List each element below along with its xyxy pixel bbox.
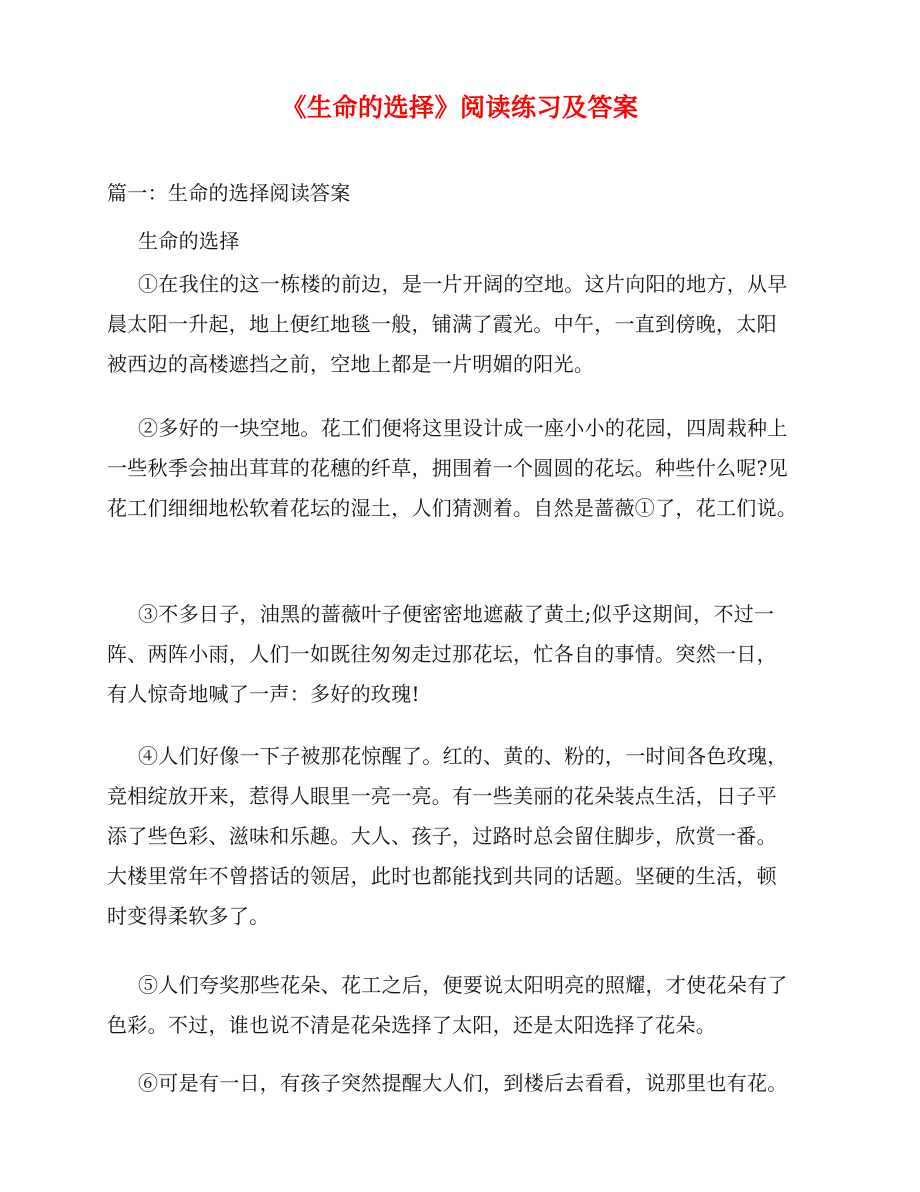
paragraph-3 xyxy=(107,594,827,714)
paragraph-line: 时变得柔软多了。 xyxy=(107,904,270,928)
paragraph-2 xyxy=(107,408,827,528)
paragraph-line: ③不多日子，油黑的蔷薇叶子便密密地遮蔽了黄土;似乎这期间，不过一 xyxy=(138,602,775,626)
paragraph-line: 添了些色彩、滋味和乐趣。大人、孩子，过路时总会留住脚步，欣赏一番。 xyxy=(107,824,777,848)
paragraph-6 xyxy=(107,1063,827,1103)
document-title: 《生命的选择》阅读练习及答案 xyxy=(281,93,639,122)
article-subtitle: 生命的选择 xyxy=(138,229,240,253)
paragraph-line: 阵、两阵小雨，人们一如既往匆匆走过那花坛，忙各自的事情。突然一日， xyxy=(107,642,777,666)
paragraph-line: ⑥可是有一日，有孩子突然提醒大人们，到楼后去看看，说那里也有花。 xyxy=(138,1071,788,1095)
paragraph-line: 晨太阳一升起，地上便红地毯一般，铺满了霞光。中午，一直到傍晚，太阳 xyxy=(107,312,777,336)
paragraph-line: 花工们细细地松软着花坛的湿土，人们猜测着。自然是蔷薇①了，花工们说。 xyxy=(107,496,798,520)
paragraph-1 xyxy=(107,264,827,384)
paragraph-line: ②多好的一块空地。花工们便将这里设计成一座小小的花园，四周栽种上 xyxy=(138,416,788,440)
paragraph-line: ④人们好像一下子被那花惊醒了。红的、黄的、粉的，一时间各色玫瑰， xyxy=(138,744,788,768)
section-heading: 篇一：生命的选择阅读答案 xyxy=(107,181,351,205)
paragraph-line: 有人惊奇地喊了一声：多好的玫瑰! xyxy=(107,682,420,706)
paragraph-line: 被西边的高楼遮挡之前，空地上都是一片明媚的阳光。 xyxy=(107,352,595,376)
paragraph-5 xyxy=(107,965,827,1045)
paragraph-line: 一些秋季会抽出茸茸的花穗的纤草，拥围着一个圆圆的花坛。种些什么呢?见 xyxy=(107,456,788,480)
paragraph-line: 色彩。不过，谁也说不清是花朵选择了太阳，还是太阳选择了花朵。 xyxy=(107,1013,716,1037)
paragraph-line: 竞相绽放开来，惹得人眼里一亮一亮。有一些美丽的花朵装点生活，日子平 xyxy=(107,784,777,808)
paragraph-line: ①在我住的这一栋楼的前边，是一片开阔的空地。这片向阳的地方，从早 xyxy=(138,272,788,296)
paragraph-line: ⑤人们夸奖那些花朵、花工之后，便要说太阳明亮的照耀，才使花朵有了 xyxy=(138,973,788,997)
paragraph-4 xyxy=(107,736,827,936)
paragraph-line: 大楼里常年不曾搭话的领居，此时也都能找到共同的话题。坚硬的生活，顿 xyxy=(107,864,777,888)
